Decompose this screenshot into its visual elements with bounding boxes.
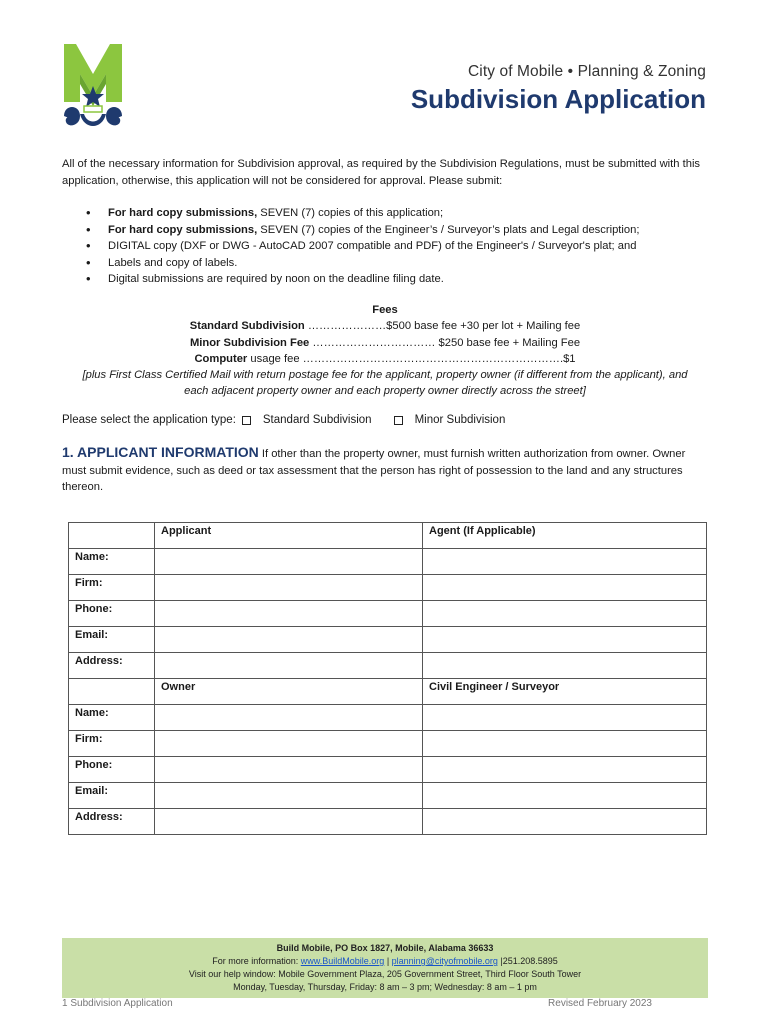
owner-address-field[interactable] — [155, 809, 423, 835]
standard-fee-label: Standard Subdivision — [189, 320, 305, 333]
list-item-bold: For hard copy submissions, — [108, 207, 258, 219]
list-item — [86, 271, 706, 288]
computer-fee-label: Computer — [194, 352, 248, 365]
engineer-name-field[interactable] — [423, 705, 707, 731]
email-link[interactable]: planning@cityofmobile.org — [391, 956, 498, 966]
standard-fee-text: …………………$500 base fee +30 per lot + Mailing fee — [304, 320, 581, 333]
intro-paragraph: All of the necessary information for Subdivision approval, as required by the Subdivision Regulations, must be submitted with this application, otherwise, this application will not be considered for approval. Please submit: — [62, 158, 701, 187]
minor-subdivision-checkbox[interactable] — [394, 416, 403, 425]
table-row — [69, 809, 707, 835]
table-row — [69, 783, 707, 809]
field-label: Firm: — [69, 575, 155, 601]
owner-column-header: Owner — [155, 679, 423, 705]
agent-email-field[interactable] — [423, 627, 707, 653]
owner-firm-field[interactable] — [155, 731, 423, 757]
applicant-column-header: Applicant — [155, 523, 423, 549]
footer-separator: | — [384, 956, 392, 966]
minor-subdivision-label: Minor Subdivision — [414, 414, 506, 426]
engineer-firm-field[interactable] — [423, 731, 707, 757]
list-item — [86, 222, 706, 239]
field-label: Name: — [69, 549, 155, 575]
owner-name-field[interactable] — [155, 705, 423, 731]
footer-phone: |251.208.5895 — [497, 956, 558, 966]
minor-fee-label: Minor Subdivision Fee — [189, 336, 310, 349]
table-row — [69, 653, 707, 679]
footer-info-prefix: For more information: — [212, 956, 301, 966]
fees-heading: Fees — [372, 304, 398, 316]
engineer-address-field[interactable] — [423, 809, 707, 835]
application-type-selector — [62, 414, 521, 426]
list-item-bold: For hard copy submissions, — [108, 223, 258, 236]
agent-name-field[interactable] — [423, 549, 707, 575]
computer-fee-text: usage fee …………………………………………………………….$1 — [247, 352, 576, 365]
list-item-text: SEVEN (7) copies of the Engineer’s / Surveyor’s plats and Legal description; — [257, 223, 640, 236]
footer-help-window: Visit our help window: Mobile Government Plaza, 205 Government Street, Third Floor South Tower — [188, 969, 582, 979]
engineer-email-field[interactable] — [423, 783, 707, 809]
field-label: Firm: — [69, 731, 155, 757]
list-item — [86, 205, 706, 222]
table-row — [69, 705, 707, 731]
table-row — [69, 601, 707, 627]
field-label: Email: — [69, 783, 155, 809]
table-header-row — [69, 523, 707, 549]
field-label: Name: — [69, 705, 155, 731]
section-heading: 1. APPLICANT INFORMATION — [62, 444, 259, 460]
table-header-row — [69, 679, 707, 705]
footer-address: Build Mobile, PO Box 1827, Mobile, Alabama 36633 — [276, 943, 494, 953]
agent-phone-field[interactable] — [423, 601, 707, 627]
table-row — [69, 549, 707, 575]
mailing-note-line2: each adjacent property owner and each property owner directly across the street] — [184, 385, 586, 398]
applicant-info-table — [68, 522, 707, 835]
page-title: Subdivision Application — [410, 84, 706, 114]
fees-section — [0, 302, 770, 400]
applicant-address-field[interactable] — [155, 653, 423, 679]
table-row — [69, 757, 707, 783]
revision-date: Revised February 2023 — [548, 998, 652, 1009]
standard-subdivision-checkbox[interactable] — [242, 416, 251, 425]
table-row — [69, 575, 707, 601]
submission-requirements-list — [86, 205, 706, 288]
field-label: Phone: — [69, 601, 155, 627]
list-item-text: Labels and copy of labels. — [108, 256, 238, 269]
applicant-info-section — [62, 444, 710, 496]
application-type-prompt: Please select the application type: — [62, 414, 236, 426]
city-of-mobile-logo — [62, 44, 124, 136]
agent-address-field[interactable] — [423, 653, 707, 679]
owner-phone-field[interactable] — [155, 757, 423, 783]
list-item-text: SEVEN (7) copies of this application; — [257, 207, 444, 219]
field-label: Email: — [69, 627, 155, 653]
list-item-text: DIGITAL copy (DXF or DWG - AutoCAD 2007 compatible and PDF) of the Engineer's / Surveyor's plat; and — [108, 240, 637, 253]
applicant-name-field[interactable] — [155, 549, 423, 575]
list-item — [86, 238, 706, 255]
agent-firm-field[interactable] — [423, 575, 707, 601]
standard-subdivision-label: Standard Subdivision — [262, 414, 372, 426]
table-row — [69, 627, 707, 653]
applicant-phone-field[interactable] — [155, 601, 423, 627]
department-subtitle: City of Mobile • Planning & Zoning — [467, 63, 706, 80]
section-description: If other than the property owner, must furnish written authorization from owner. Owner must submit evidence, such as deed or tax assessment that the person has right of possession to the land and any structures thereon. — [62, 448, 686, 493]
field-label: Address: — [69, 653, 155, 679]
list-item — [86, 255, 706, 272]
field-label: Phone: — [69, 757, 155, 783]
owner-email-field[interactable] — [155, 783, 423, 809]
page-label: 1 Subdivision Application — [62, 998, 173, 1009]
website-link[interactable]: www.BuildMobile.org — [300, 956, 385, 966]
minor-fee-text: …………………………… $250 base fee + Mailing Fee — [309, 336, 581, 349]
engineer-column-header: Civil Engineer / Surveyor — [423, 679, 707, 705]
applicant-email-field[interactable] — [155, 627, 423, 653]
footer-contact-band — [62, 938, 708, 998]
agent-column-header: Agent (If Applicable) — [423, 523, 707, 549]
engineer-phone-field[interactable] — [423, 757, 707, 783]
applicant-firm-field[interactable] — [155, 575, 423, 601]
footer-hours: Monday, Tuesday, Thursday, Friday: 8 am – 3 pm; Wednesday: 8 am – 1 pm — [233, 982, 537, 992]
table-row — [69, 731, 707, 757]
mailing-note-line1: [plus First Class Certified Mail with return postage fee for the applicant, property owner (if different from the applicant), and — [82, 369, 688, 382]
list-item-text: Digital submissions are required by noon on the deadline filing date. — [108, 273, 444, 286]
field-label: Address: — [69, 809, 155, 835]
